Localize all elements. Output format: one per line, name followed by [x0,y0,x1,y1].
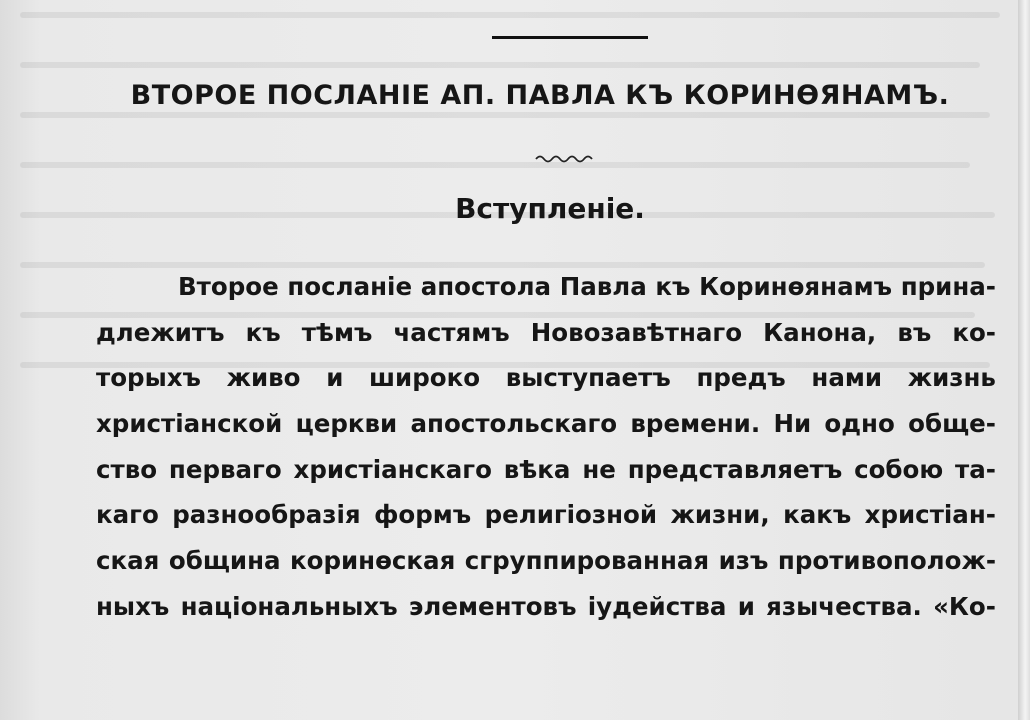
page-edge [1018,0,1030,720]
text-line: торыхъ живо и широко выступаетъ предъ нами жизнь [96,363,996,393]
page-title: ВТОРОЕ ПОСЛАНІЕ АП. ПАВЛА КЪ КОРИНѲЯНАМЪ. [130,80,950,111]
text-line: Второе посланіе апостола Павла къ Коринѳянамъ прина- [178,272,996,301]
text-line: длежитъ къ тѣмъ частямъ Новозавѣтнаго Канона, въ ко- [96,317,996,347]
text-line: христіанской церкви апостольскаго времени. Ни одно обще- [96,409,996,439]
ornamental-divider [534,150,594,166]
body-paragraph [96,264,996,630]
text-line: каго разнообразія формъ религіозной жизни, какъ христіан- [96,500,996,530]
text-line: ская община коринѳская сгруппированная изъ противополож- [96,546,996,576]
section-heading: Вступленіе. [455,192,645,225]
text-line: ство перваго христіанскаго вѣка не представляетъ собою та- [96,454,996,484]
text-line: ныхъ національныхъ элементовъ іудейства и язычества. «Ко- [96,591,996,621]
header-rule [492,36,648,39]
